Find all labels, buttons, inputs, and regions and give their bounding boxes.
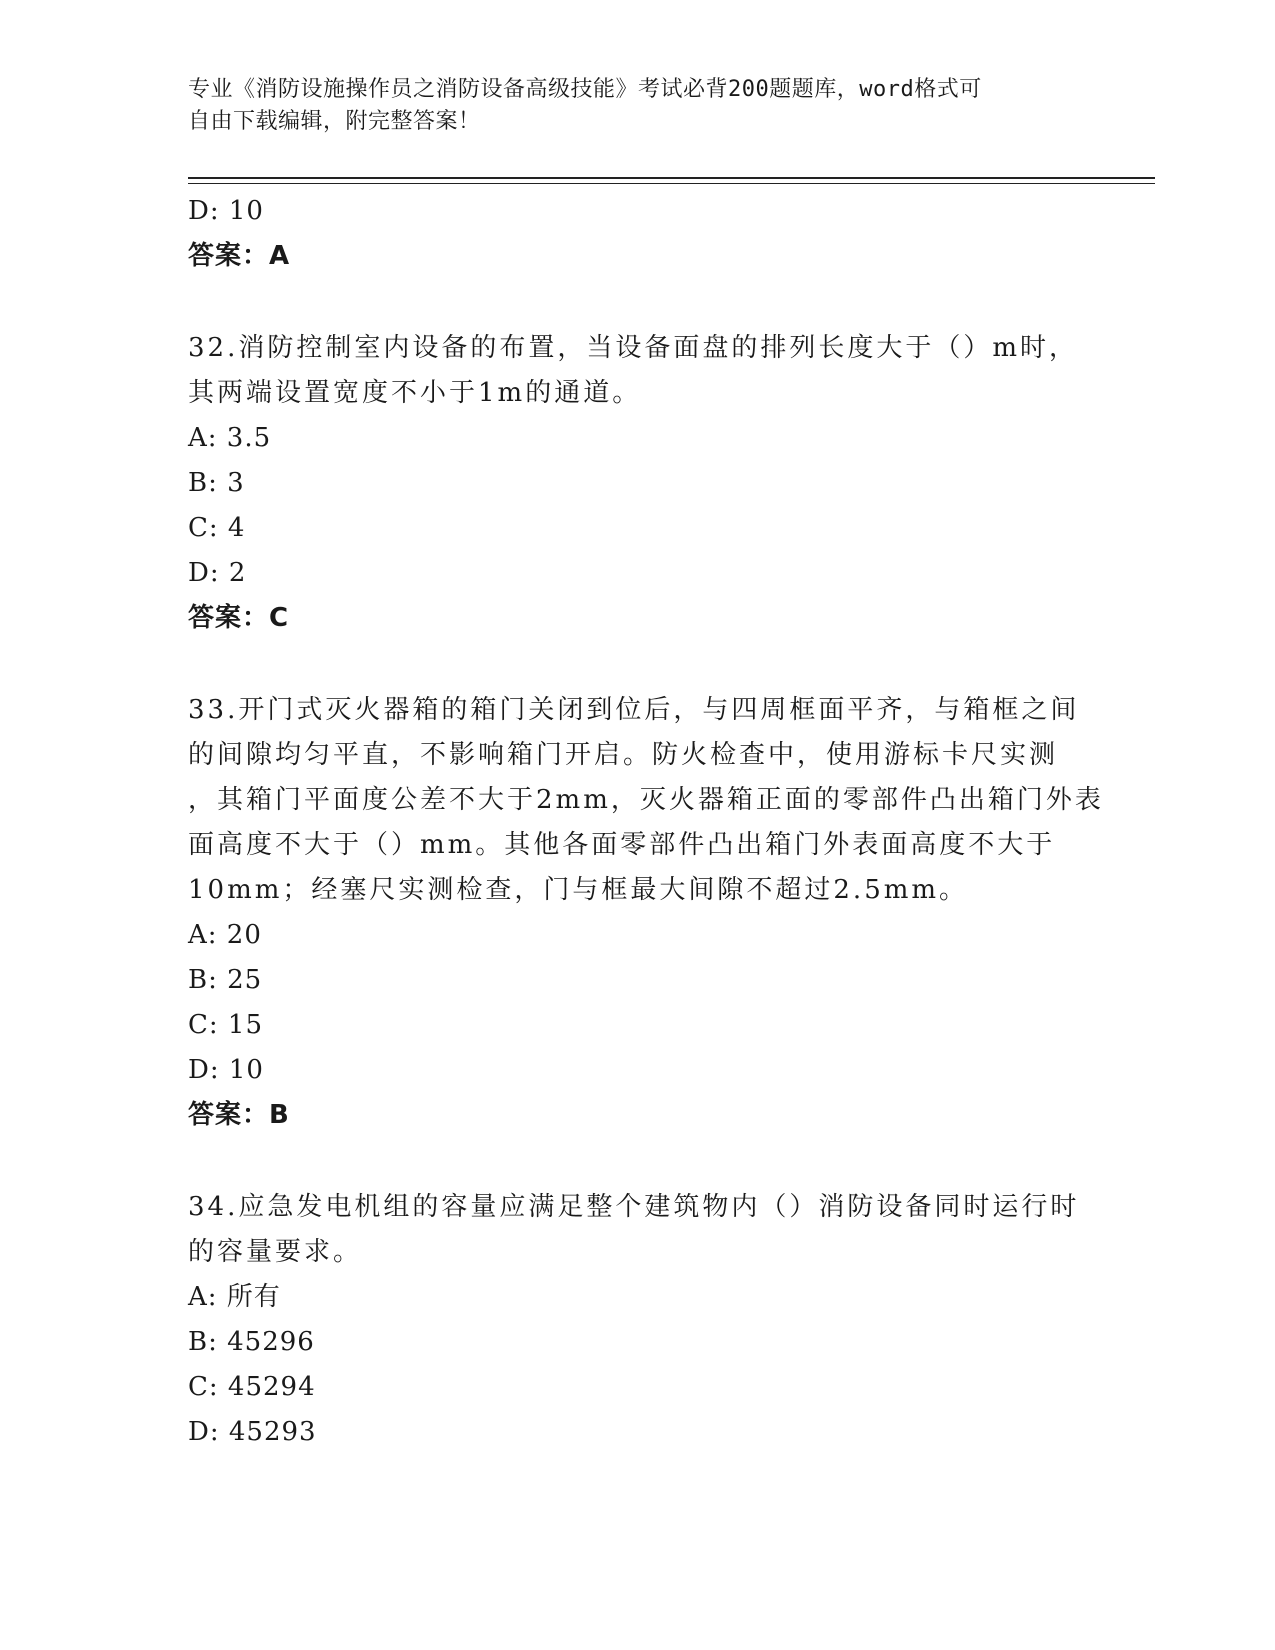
question-33-option-a: A: 20 xyxy=(188,920,262,950)
header-line-1: 专业《消防设施操作员之消防设备高级技能》考试必背200题题库，word格式可 xyxy=(188,77,982,102)
question-33-line: ，其箱门平面度公差不大于2mm，灭火器箱正面的零部件凸出箱门外表 xyxy=(188,785,1104,815)
question-32-text xyxy=(188,326,1088,416)
question-33-option-c: C: 15 xyxy=(188,1010,264,1040)
question-32-answer: 答案：C xyxy=(188,603,290,633)
question-32-option-d: D: 2 xyxy=(188,558,247,588)
question-33-text xyxy=(188,688,1104,913)
question-34-text xyxy=(188,1185,1088,1275)
question-32-option-b: B: 3 xyxy=(188,468,245,498)
question-34-option-a: A: 所有 xyxy=(188,1282,281,1312)
spacer xyxy=(188,641,1088,688)
header-divider-thick xyxy=(188,177,1155,179)
question-33-line: 33.开门式灭火器箱的箱门关闭到位后，与四周框面平齐，与箱框之间 xyxy=(188,695,1080,725)
question-list xyxy=(188,189,1104,1455)
spacer xyxy=(188,279,1088,326)
header-line-2: 自由下载编辑，附完整答案！ xyxy=(188,109,481,134)
question-34-option-b: B: 45296 xyxy=(188,1327,315,1357)
question-33-option-d: D: 10 xyxy=(188,1055,264,1085)
spacer xyxy=(188,1138,1088,1185)
document-header xyxy=(188,74,1068,138)
question-32-option-c: C: 4 xyxy=(188,513,246,543)
question-33-option-b: B: 25 xyxy=(188,965,263,995)
prev-option-d: D: 10 xyxy=(188,196,264,226)
question-33-answer: 答案：B xyxy=(188,1100,290,1130)
prev-answer: 答案：A xyxy=(188,241,291,271)
question-32-option-a: A: 3.5 xyxy=(188,423,272,453)
question-34-option-d: D: 45293 xyxy=(188,1417,317,1447)
question-34-line: 的容量要求。 xyxy=(188,1237,363,1267)
header-divider-thin xyxy=(188,183,1155,184)
question-34-line: 34.应急发电机组的容量应满足整个建筑物内（）消防设备同时运行时 xyxy=(188,1192,1080,1222)
question-32-line: 其两端设置宽度不小于1m的通道。 xyxy=(188,378,642,408)
question-34-option-c: C: 45294 xyxy=(188,1372,316,1402)
question-33-line: 10mm；经塞尺实测检查，门与框最大间隙不超过2.5mm。 xyxy=(188,875,969,905)
question-33-line: 的间隙均匀平直，不影响箱门开启。防火检查中，使用游标卡尺实测 xyxy=(188,740,1059,770)
question-33-line: 面高度不大于（）mm。其他各面零部件凸出箱门外表面高度不大于 xyxy=(188,830,1056,860)
question-32-line: 32.消防控制室内设备的布置，当设备面盘的排列长度大于（）m时， xyxy=(188,333,1079,363)
